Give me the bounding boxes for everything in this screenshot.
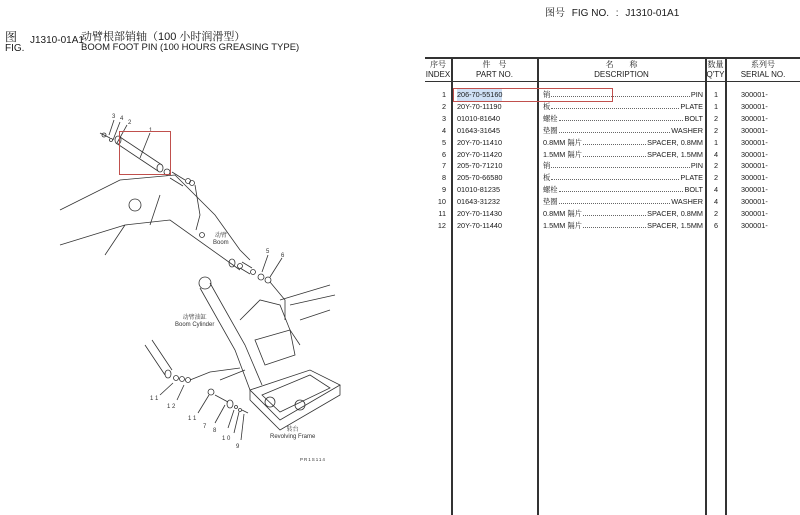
row-index: 5	[441, 137, 446, 147]
fig-code: J1310-01A1	[30, 35, 84, 46]
row-description: 垫圈 WASHER	[543, 125, 703, 135]
row-quantity: 2	[713, 209, 719, 218]
row-serial: 300001-	[741, 220, 768, 230]
row-part-number[interactable]: 205-70-71210	[457, 161, 503, 171]
leader-dots	[551, 160, 690, 168]
row-serial: 300001-	[741, 125, 768, 135]
table-header-border	[425, 81, 800, 82]
callout-1: 1	[149, 128, 153, 134]
row-part-number[interactable]: 01010-81640	[457, 113, 501, 123]
row-index: 4	[441, 125, 446, 135]
table-row[interactable]	[425, 208, 800, 220]
row-part-number[interactable]: 20Y-70-11410	[457, 137, 503, 147]
row-quantity: 1	[713, 137, 719, 147]
row-quantity: 2	[713, 173, 719, 183]
row-description: 销 PIN	[543, 90, 703, 99]
row-quantity: 2	[713, 125, 719, 135]
row-index: 3	[441, 113, 446, 123]
fig-label-cn: 图	[5, 30, 18, 44]
row-quantity: 4	[713, 149, 719, 159]
row-part-number[interactable]: 01010-81235	[457, 185, 501, 195]
col-header-index: 序号 INDEX	[425, 60, 451, 79]
table-row[interactable]	[425, 137, 800, 149]
row-part-number[interactable]: 205-70-66580	[457, 173, 503, 183]
row-quantity: 4	[713, 185, 719, 195]
fig-no-cn: 图号	[545, 8, 565, 19]
row-part-number[interactable]: 01643-31232	[457, 197, 501, 207]
row-index: 8	[441, 173, 446, 183]
row-index: 1	[441, 90, 446, 99]
leader-dots	[559, 184, 684, 192]
row-part-number[interactable]: 20Y-70-11190	[457, 101, 502, 111]
row-serial: 300001-	[741, 113, 768, 123]
leader-dots	[551, 101, 679, 109]
row-part-number[interactable]: 01643-31645	[457, 125, 501, 135]
col-header-part-no: 件 号 PART NO.	[476, 60, 513, 79]
row-serial: 300001-	[741, 101, 768, 111]
row-part-number[interactable]: 206-70-55160	[457, 90, 503, 99]
callout-2: 2	[128, 120, 132, 126]
fig-no-sep: :	[615, 8, 619, 19]
callout-12: 1 2	[167, 404, 176, 410]
row-serial: 300001-	[741, 185, 768, 195]
callout-9: 9	[236, 444, 240, 450]
table-row[interactable]	[425, 101, 800, 113]
row-index: 10	[437, 197, 446, 207]
row-index: 9	[441, 185, 446, 195]
leader-dots	[559, 113, 684, 121]
row-quantity: 6	[713, 220, 719, 230]
row-description: 板 PLATE	[543, 101, 703, 111]
row-serial: 300001-	[741, 90, 768, 99]
row-description: 螺栓 BOLT	[543, 185, 703, 195]
row-index: 12	[437, 220, 446, 230]
callout-6: 6	[281, 253, 285, 259]
row-index: 7	[441, 161, 446, 171]
callout-3: 3	[112, 114, 116, 120]
row-quantity: 1	[713, 90, 719, 99]
row-index: 6	[441, 149, 446, 159]
revolving-frame-label: 转台 Revolving Frame	[270, 427, 316, 440]
row-description: 1.5MM 隔片 SPACER, 1.5MM	[543, 149, 703, 159]
row-index: 11	[438, 209, 446, 218]
callout-4: 4	[120, 116, 124, 122]
row-part-number[interactable]: 20Y-70-11420	[457, 149, 503, 159]
selected-row-highlight	[453, 88, 613, 102]
callout-11a: 1 1	[150, 396, 159, 402]
table-row[interactable]	[425, 172, 800, 184]
fig-no-en: FIG NO.	[571, 8, 610, 19]
callout-8: 8	[213, 428, 217, 434]
exploded-parts-diagram	[55, 100, 355, 470]
callout-10: 1 0	[222, 436, 231, 442]
table-row[interactable]	[425, 220, 800, 232]
leader-dots	[583, 149, 646, 157]
fig-label-en: FIG.	[5, 43, 25, 54]
row-serial: 300001-	[741, 137, 768, 147]
callout-5: 5	[266, 249, 270, 255]
leader-dots	[551, 172, 679, 180]
table-row[interactable]	[425, 196, 800, 208]
row-description: 板 PLATE	[543, 173, 703, 183]
leader-dots	[583, 137, 646, 145]
table-row[interactable]	[425, 184, 800, 196]
row-description: 销 PIN	[543, 161, 703, 171]
callout-11b: 1 1	[188, 416, 197, 422]
row-description: 垫圈 WASHER	[543, 197, 703, 207]
fig-no-value: J1310-01A1	[625, 8, 680, 19]
row-description: 1.5MM 隔片 SPACER, 1.5MM	[543, 220, 703, 230]
row-serial: 300001-	[741, 197, 768, 207]
boom-assembly-drawing	[55, 100, 355, 470]
table-row[interactable]	[425, 160, 800, 172]
row-quantity: 2	[713, 113, 719, 123]
leader-dots	[583, 220, 646, 228]
drawing-code: PR1S114	[300, 457, 326, 462]
row-quantity: 4	[713, 197, 719, 207]
row-quantity: 1	[713, 101, 719, 111]
table-row[interactable]	[425, 125, 800, 137]
leader-dots	[559, 196, 671, 204]
row-serial: 300001-	[741, 209, 768, 218]
row-description: 0.8MM 隔片 SPACER, 0.8MM	[543, 137, 703, 147]
boom-cylinder-label: 动臂油缸 Boom Cylinder	[175, 315, 215, 328]
leader-dots	[559, 125, 671, 133]
table-row[interactable]	[425, 149, 800, 161]
diagram-highlight-box	[119, 131, 171, 175]
row-description: 0.8MM 隔片 SPACER, 0.8MM	[543, 209, 703, 218]
col-header-qty: 数量 Q'TY	[706, 60, 725, 79]
row-quantity: 2	[713, 161, 719, 171]
col-header-description: 名 称 DESCRIPTION	[594, 60, 649, 79]
row-serial: 300001-	[741, 161, 768, 171]
row-serial: 300001-	[741, 149, 768, 159]
row-part-number[interactable]: 20Y-70-11440	[457, 220, 503, 230]
row-index: 2	[441, 101, 446, 111]
col-header-serial: 系列号 SERIAL NO.	[740, 60, 786, 79]
row-serial: 300001-	[741, 173, 768, 183]
page-title-en: BOOM FOOT PIN (100 HOURS GREASING TYPE)	[81, 42, 300, 53]
table-row[interactable]	[425, 113, 800, 125]
fig-number	[545, 4, 683, 19]
callout-7: 7	[203, 424, 207, 430]
leader-dots	[583, 208, 646, 216]
boom-label: 动臂 Boom	[213, 233, 229, 246]
page-title-cn: 动臂根部销轴（100 小时润滑型）	[81, 31, 246, 43]
row-description: 螺栓 BOLT	[543, 113, 703, 123]
row-part-number[interactable]: 20Y-70-11430	[457, 209, 503, 218]
table-top-border	[425, 57, 800, 59]
